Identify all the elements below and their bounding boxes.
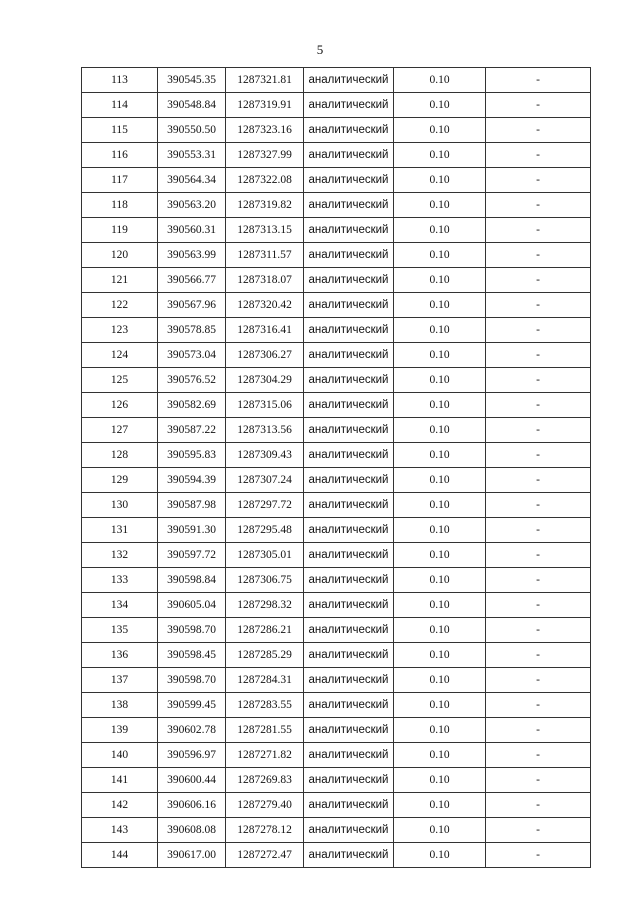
accuracy-cell: 0.10: [394, 793, 486, 818]
y-coordinate-cell: 1287285.29: [226, 643, 304, 668]
y-coordinate-cell: 1287309.43: [226, 443, 304, 468]
method-cell: аналитический: [304, 493, 394, 518]
table-row: [82, 268, 591, 293]
accuracy-cell: 0.10: [394, 268, 486, 293]
table-row: [82, 418, 591, 443]
table-row: [82, 718, 591, 743]
y-coordinate-cell: 1287313.56: [226, 418, 304, 443]
x-coordinate-cell: 390587.98: [158, 493, 226, 518]
note-cell: -: [486, 843, 591, 868]
note-cell: -: [486, 143, 591, 168]
note-cell: -: [486, 718, 591, 743]
method-cell: аналитический: [304, 168, 394, 193]
note-cell: -: [486, 268, 591, 293]
x-coordinate-cell: 390596.97: [158, 743, 226, 768]
x-coordinate-cell: 390563.99: [158, 243, 226, 268]
y-coordinate-cell: 1287298.32: [226, 593, 304, 618]
table-row: [82, 593, 591, 618]
x-coordinate-cell: 390564.34: [158, 168, 226, 193]
method-cell: аналитический: [304, 693, 394, 718]
accuracy-cell: 0.10: [394, 418, 486, 443]
note-cell: -: [486, 193, 591, 218]
method-cell: аналитический: [304, 193, 394, 218]
table-row: [82, 843, 591, 868]
y-coordinate-cell: 1287269.83: [226, 768, 304, 793]
note-cell: -: [486, 293, 591, 318]
x-coordinate-cell: 390597.72: [158, 543, 226, 568]
y-coordinate-cell: 1287327.99: [226, 143, 304, 168]
accuracy-cell: 0.10: [394, 643, 486, 668]
method-cell: аналитический: [304, 368, 394, 393]
method-cell: аналитический: [304, 318, 394, 343]
x-coordinate-cell: 390600.44: [158, 768, 226, 793]
note-cell: -: [486, 543, 591, 568]
accuracy-cell: 0.10: [394, 468, 486, 493]
note-cell: -: [486, 418, 591, 443]
point-number-cell: 113: [82, 68, 158, 93]
note-cell: -: [486, 793, 591, 818]
table-row: [82, 368, 591, 393]
accuracy-cell: 0.10: [394, 718, 486, 743]
x-coordinate-cell: 390598.70: [158, 618, 226, 643]
point-number-cell: 122: [82, 293, 158, 318]
note-cell: -: [486, 743, 591, 768]
note-cell: -: [486, 243, 591, 268]
point-number-cell: 142: [82, 793, 158, 818]
point-number-cell: 121: [82, 268, 158, 293]
y-coordinate-cell: 1287305.01: [226, 543, 304, 568]
x-coordinate-cell: 390602.78: [158, 718, 226, 743]
table-row: [82, 68, 591, 93]
method-cell: аналитический: [304, 93, 394, 118]
point-number-cell: 128: [82, 443, 158, 468]
table-row: [82, 493, 591, 518]
point-number-cell: 141: [82, 768, 158, 793]
point-number-cell: 144: [82, 843, 158, 868]
y-coordinate-cell: 1287283.55: [226, 693, 304, 718]
table-row: [82, 443, 591, 468]
table-row: [82, 243, 591, 268]
method-cell: аналитический: [304, 593, 394, 618]
accuracy-cell: 0.10: [394, 593, 486, 618]
accuracy-cell: 0.10: [394, 543, 486, 568]
x-coordinate-cell: 390605.04: [158, 593, 226, 618]
point-number-cell: 135: [82, 618, 158, 643]
x-coordinate-cell: 390548.84: [158, 93, 226, 118]
accuracy-cell: 0.10: [394, 743, 486, 768]
x-coordinate-cell: 390573.04: [158, 343, 226, 368]
point-number-cell: 123: [82, 318, 158, 343]
method-cell: аналитический: [304, 118, 394, 143]
table-row: [82, 193, 591, 218]
method-cell: аналитический: [304, 668, 394, 693]
point-number-cell: 139: [82, 718, 158, 743]
note-cell: -: [486, 68, 591, 93]
point-number-cell: 114: [82, 93, 158, 118]
accuracy-cell: 0.10: [394, 168, 486, 193]
y-coordinate-cell: 1287304.29: [226, 368, 304, 393]
point-number-cell: 131: [82, 518, 158, 543]
accuracy-cell: 0.10: [394, 693, 486, 718]
note-cell: -: [486, 368, 591, 393]
y-coordinate-cell: 1287321.81: [226, 68, 304, 93]
y-coordinate-cell: 1287271.82: [226, 743, 304, 768]
y-coordinate-cell: 1287297.72: [226, 493, 304, 518]
x-coordinate-cell: 390545.35: [158, 68, 226, 93]
note-cell: -: [486, 518, 591, 543]
point-number-cell: 120: [82, 243, 158, 268]
accuracy-cell: 0.10: [394, 243, 486, 268]
table-row: [82, 793, 591, 818]
x-coordinate-cell: 390599.45: [158, 693, 226, 718]
note-cell: -: [486, 593, 591, 618]
table-row: [82, 168, 591, 193]
point-number-cell: 125: [82, 368, 158, 393]
table-row: [82, 818, 591, 843]
method-cell: аналитический: [304, 543, 394, 568]
accuracy-cell: 0.10: [394, 343, 486, 368]
y-coordinate-cell: 1287281.55: [226, 718, 304, 743]
method-cell: аналитический: [304, 143, 394, 168]
y-coordinate-cell: 1287316.41: [226, 318, 304, 343]
coordinates-table: [81, 67, 591, 868]
y-coordinate-cell: 1287284.31: [226, 668, 304, 693]
x-coordinate-cell: 390606.16: [158, 793, 226, 818]
note-cell: -: [486, 393, 591, 418]
method-cell: аналитический: [304, 418, 394, 443]
point-number-cell: 132: [82, 543, 158, 568]
accuracy-cell: 0.10: [394, 218, 486, 243]
note-cell: -: [486, 318, 591, 343]
x-coordinate-cell: 390591.30: [158, 518, 226, 543]
accuracy-cell: 0.10: [394, 118, 486, 143]
method-cell: аналитический: [304, 268, 394, 293]
table-row: [82, 93, 591, 118]
point-number-cell: 126: [82, 393, 158, 418]
method-cell: аналитический: [304, 718, 394, 743]
method-cell: аналитический: [304, 518, 394, 543]
point-number-cell: 129: [82, 468, 158, 493]
y-coordinate-cell: 1287322.08: [226, 168, 304, 193]
accuracy-cell: 0.10: [394, 568, 486, 593]
x-coordinate-cell: 390594.39: [158, 468, 226, 493]
accuracy-cell: 0.10: [394, 193, 486, 218]
y-coordinate-cell: 1287279.40: [226, 793, 304, 818]
table-row: [82, 293, 591, 318]
note-cell: -: [486, 818, 591, 843]
y-coordinate-cell: 1287311.57: [226, 243, 304, 268]
point-number-cell: 124: [82, 343, 158, 368]
table-row: [82, 618, 591, 643]
note-cell: -: [486, 643, 591, 668]
method-cell: аналитический: [304, 443, 394, 468]
table-row: [82, 393, 591, 418]
note-cell: -: [486, 768, 591, 793]
accuracy-cell: 0.10: [394, 818, 486, 843]
point-number-cell: 138: [82, 693, 158, 718]
point-number-cell: 115: [82, 118, 158, 143]
x-coordinate-cell: 390578.85: [158, 318, 226, 343]
accuracy-cell: 0.10: [394, 843, 486, 868]
point-number-cell: 118: [82, 193, 158, 218]
note-cell: -: [486, 493, 591, 518]
method-cell: аналитический: [304, 568, 394, 593]
point-number-cell: 143: [82, 818, 158, 843]
y-coordinate-cell: 1287307.24: [226, 468, 304, 493]
method-cell: аналитический: [304, 468, 394, 493]
table-row: [82, 643, 591, 668]
note-cell: -: [486, 468, 591, 493]
x-coordinate-cell: 390587.22: [158, 418, 226, 443]
accuracy-cell: 0.10: [394, 668, 486, 693]
y-coordinate-cell: 1287315.06: [226, 393, 304, 418]
table-row: [82, 218, 591, 243]
x-coordinate-cell: 390582.69: [158, 393, 226, 418]
method-cell: аналитический: [304, 343, 394, 368]
x-coordinate-cell: 390553.31: [158, 143, 226, 168]
note-cell: -: [486, 343, 591, 368]
y-coordinate-cell: 1287306.27: [226, 343, 304, 368]
x-coordinate-cell: 390560.31: [158, 218, 226, 243]
table-row: [82, 568, 591, 593]
x-coordinate-cell: 390598.70: [158, 668, 226, 693]
accuracy-cell: 0.10: [394, 618, 486, 643]
accuracy-cell: 0.10: [394, 393, 486, 418]
table-row: [82, 668, 591, 693]
note-cell: -: [486, 443, 591, 468]
y-coordinate-cell: 1287272.47: [226, 843, 304, 868]
x-coordinate-cell: 390566.77: [158, 268, 226, 293]
point-number-cell: 140: [82, 743, 158, 768]
table-row: [82, 118, 591, 143]
table-row: [82, 468, 591, 493]
x-coordinate-cell: 390598.45: [158, 643, 226, 668]
table-body: [82, 68, 591, 868]
method-cell: аналитический: [304, 793, 394, 818]
accuracy-cell: 0.10: [394, 293, 486, 318]
y-coordinate-cell: 1287306.75: [226, 568, 304, 593]
y-coordinate-cell: 1287323.16: [226, 118, 304, 143]
y-coordinate-cell: 1287320.42: [226, 293, 304, 318]
method-cell: аналитический: [304, 618, 394, 643]
point-number-cell: 133: [82, 568, 158, 593]
accuracy-cell: 0.10: [394, 368, 486, 393]
table-row: [82, 543, 591, 568]
x-coordinate-cell: 390595.83: [158, 443, 226, 468]
x-coordinate-cell: 390576.52: [158, 368, 226, 393]
x-coordinate-cell: 390567.96: [158, 293, 226, 318]
accuracy-cell: 0.10: [394, 493, 486, 518]
accuracy-cell: 0.10: [394, 318, 486, 343]
point-number-cell: 137: [82, 668, 158, 693]
page-number: 5: [316, 42, 324, 57]
table-row: [82, 768, 591, 793]
point-number-cell: 116: [82, 143, 158, 168]
note-cell: -: [486, 93, 591, 118]
note-cell: -: [486, 218, 591, 243]
note-cell: -: [486, 118, 591, 143]
x-coordinate-cell: 390617.00: [158, 843, 226, 868]
point-number-cell: 119: [82, 218, 158, 243]
x-coordinate-cell: 390563.20: [158, 193, 226, 218]
table-row: [82, 318, 591, 343]
x-coordinate-cell: 390608.08: [158, 818, 226, 843]
method-cell: аналитический: [304, 218, 394, 243]
point-number-cell: 127: [82, 418, 158, 443]
method-cell: аналитический: [304, 818, 394, 843]
note-cell: -: [486, 693, 591, 718]
point-number-cell: 117: [82, 168, 158, 193]
table-row: [82, 343, 591, 368]
table-row: [82, 518, 591, 543]
x-coordinate-cell: 390598.84: [158, 568, 226, 593]
note-cell: -: [486, 568, 591, 593]
method-cell: аналитический: [304, 743, 394, 768]
y-coordinate-cell: 1287319.82: [226, 193, 304, 218]
accuracy-cell: 0.10: [394, 768, 486, 793]
y-coordinate-cell: 1287295.48: [226, 518, 304, 543]
accuracy-cell: 0.10: [394, 93, 486, 118]
accuracy-cell: 0.10: [394, 68, 486, 93]
method-cell: аналитический: [304, 68, 394, 93]
table-row: [82, 143, 591, 168]
table-row: [82, 693, 591, 718]
y-coordinate-cell: 1287278.12: [226, 818, 304, 843]
method-cell: аналитический: [304, 843, 394, 868]
accuracy-cell: 0.10: [394, 443, 486, 468]
note-cell: -: [486, 168, 591, 193]
y-coordinate-cell: 1287286.21: [226, 618, 304, 643]
note-cell: -: [486, 618, 591, 643]
y-coordinate-cell: 1287313.15: [226, 218, 304, 243]
y-coordinate-cell: 1287319.91: [226, 93, 304, 118]
method-cell: аналитический: [304, 643, 394, 668]
accuracy-cell: 0.10: [394, 143, 486, 168]
note-cell: -: [486, 668, 591, 693]
point-number-cell: 136: [82, 643, 158, 668]
method-cell: аналитический: [304, 768, 394, 793]
point-number-cell: 130: [82, 493, 158, 518]
x-coordinate-cell: 390550.50: [158, 118, 226, 143]
method-cell: аналитический: [304, 243, 394, 268]
accuracy-cell: 0.10: [394, 518, 486, 543]
method-cell: аналитический: [304, 393, 394, 418]
point-number-cell: 134: [82, 593, 158, 618]
method-cell: аналитический: [304, 293, 394, 318]
table-row: [82, 743, 591, 768]
y-coordinate-cell: 1287318.07: [226, 268, 304, 293]
